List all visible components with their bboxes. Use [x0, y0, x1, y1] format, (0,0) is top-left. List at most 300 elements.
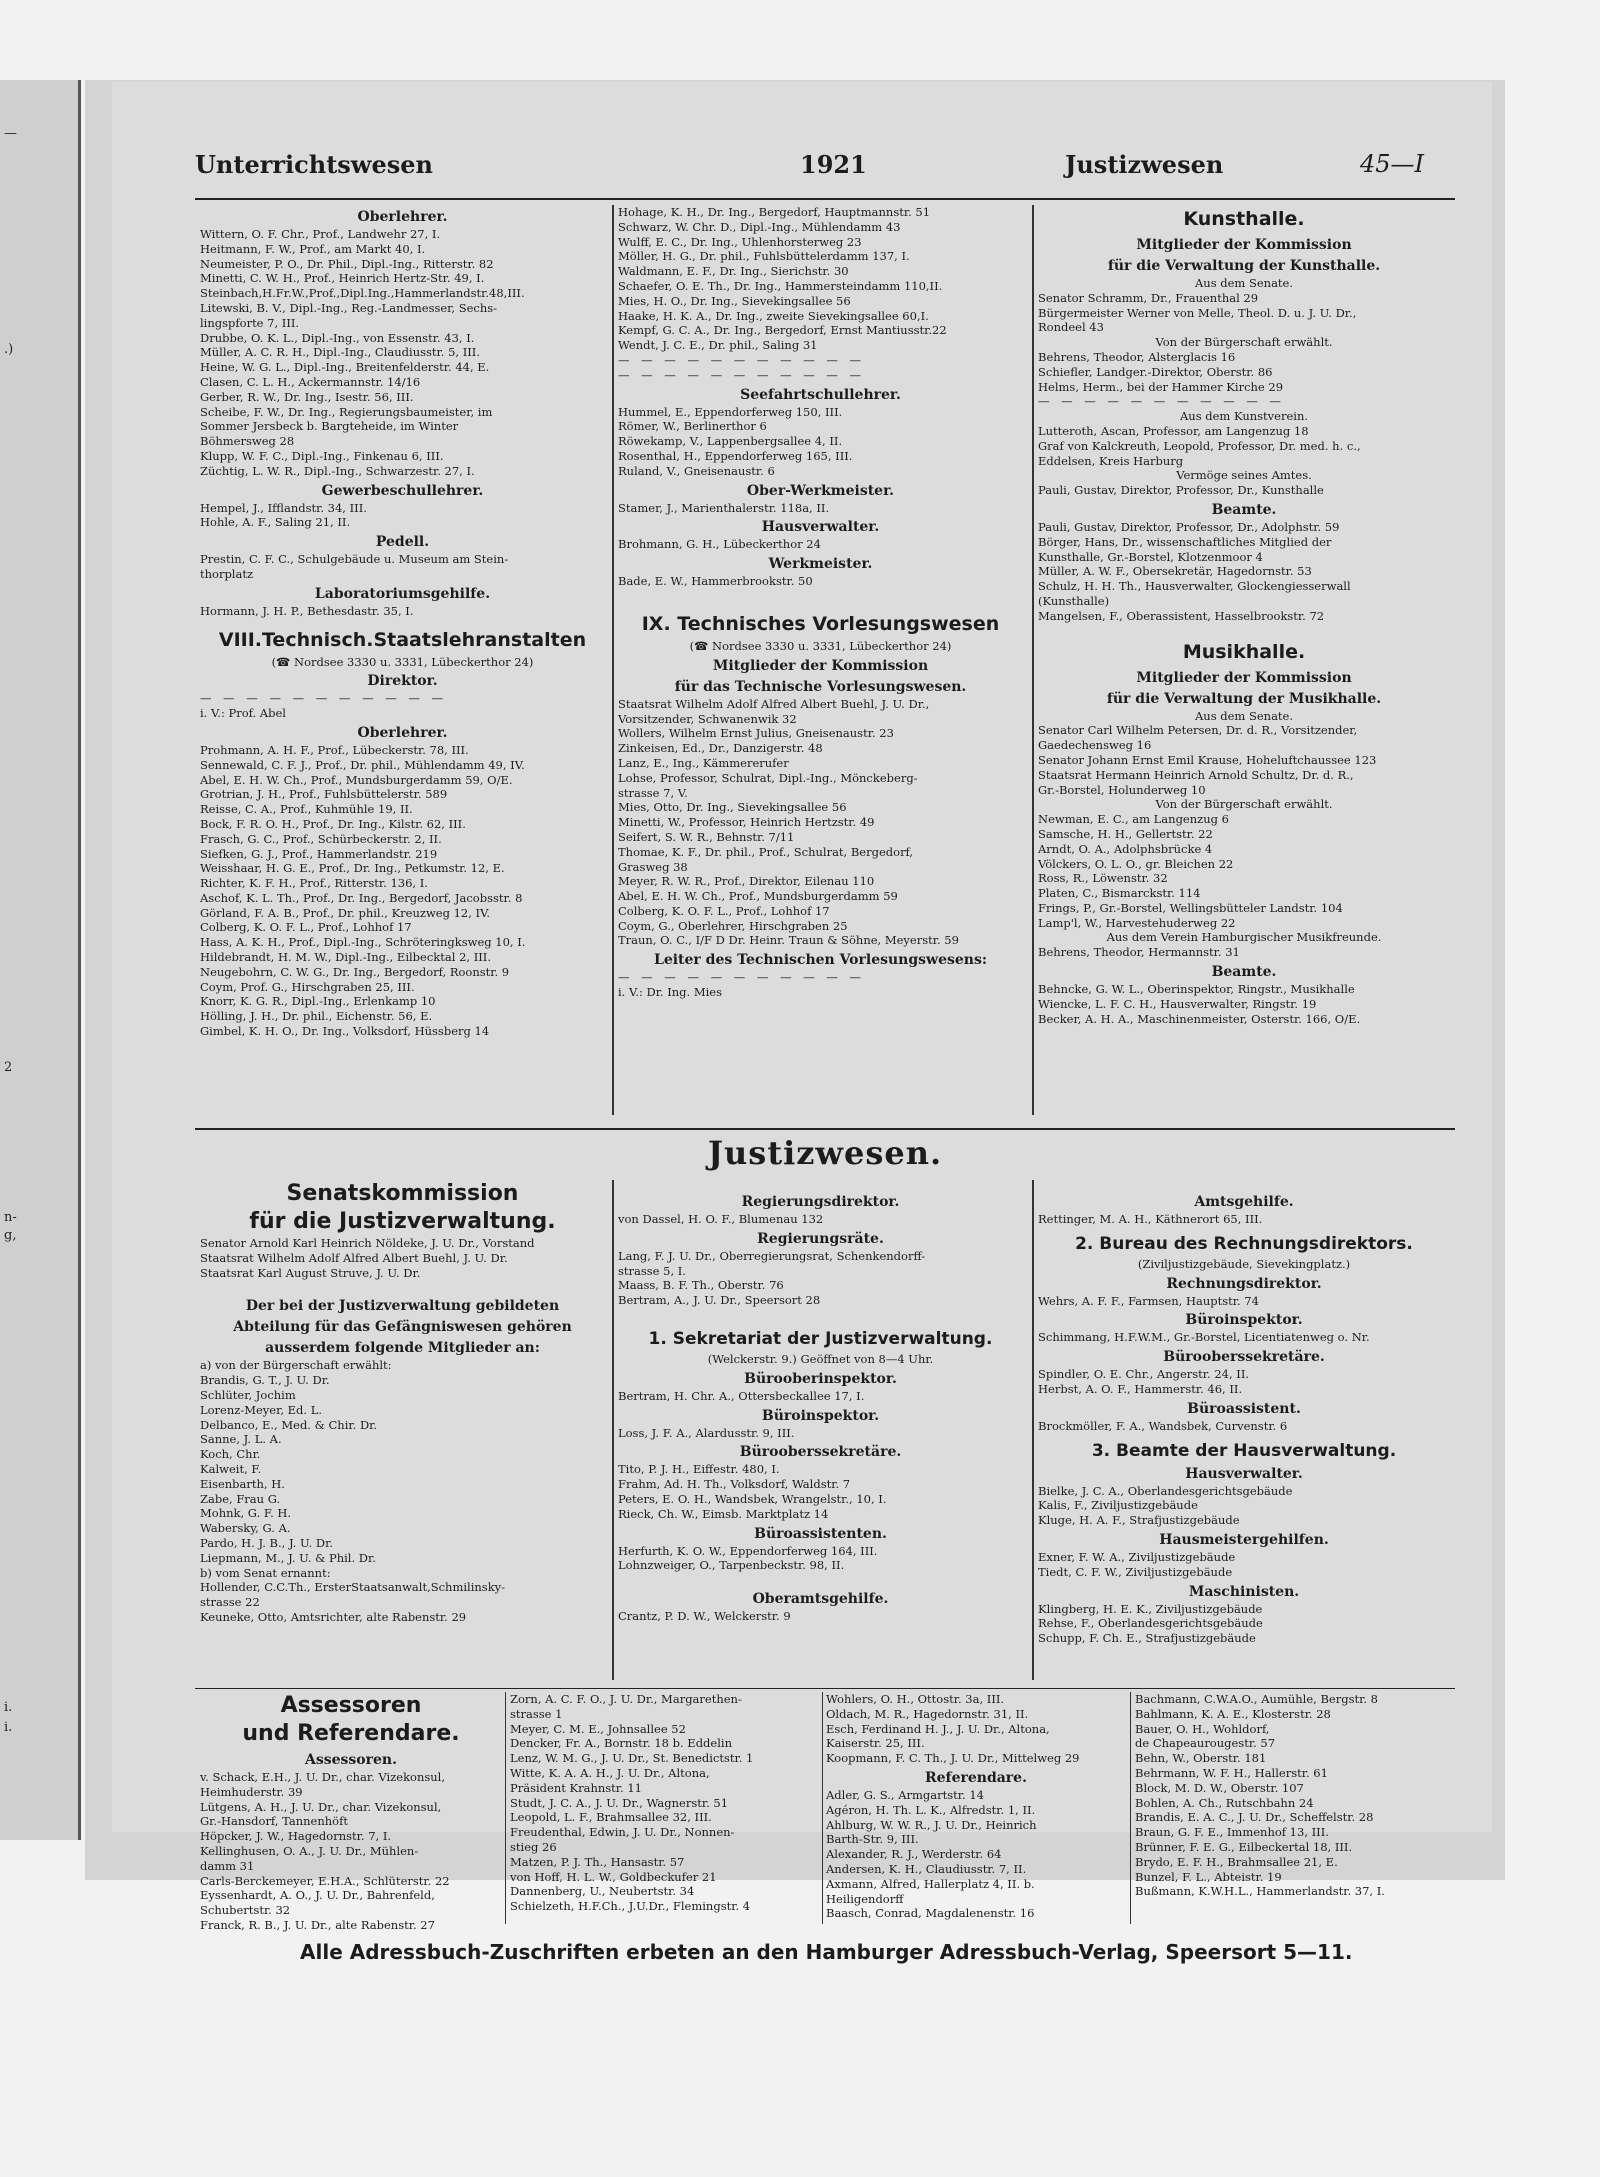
entry: Schwarz, W. Chr. D., Dipl.-Ing., Mühlendamm 43: [618, 219, 901, 234]
entry: Bachmann, C.W.A.O., Aumühle, Bergstr. 8: [1135, 1692, 1378, 1706]
section-heading: Büroinspektor.: [1185, 1312, 1303, 1329]
section-heading: Mitglieder der Kommission: [1136, 237, 1352, 253]
entry: Newman, E. C., am Langenzug 6: [1038, 812, 1229, 827]
entry: Schaefer, O. E. Th., Dr. Ing., Hammersteindamm 110,II.: [618, 278, 943, 293]
section-heading: Mitglieder der Kommission: [712, 657, 929, 674]
subheading: Aus dem Senate.: [1194, 708, 1294, 723]
section-heading: Direktor.: [367, 673, 438, 690]
subheading: (Welckerstr. 9.) Geöffnet von 8—4 Uhr.: [707, 1351, 934, 1366]
header-rule: [195, 198, 1455, 200]
section-heading: Referendare.: [925, 1769, 1027, 1786]
entry: Gr.-Borstel, Holunderweg 10: [1038, 782, 1206, 797]
section-heading: Beamte.: [1211, 964, 1277, 981]
subheading: Aus dem Verein Hamburgischer Musikfreunde.: [1106, 930, 1382, 945]
section-heading: Pedell.: [375, 534, 430, 551]
entry: Abel, E. H. W. Ch., Prof., Mundsburgerdamm 59, O/E.: [200, 772, 513, 787]
block-title: für die Justizverwaltung.: [249, 1209, 556, 1234]
entry: Litewski, B. V., Dipl.-Ing., Reg.-Landmesser, Sechs-: [200, 300, 498, 315]
bureau-heading: 1. Sekretariat der Justizverwaltung.: [648, 1328, 993, 1349]
margin-mark: g,: [4, 1228, 17, 1243]
entry: Ahlburg, W. W. R., J. U. Dr., Heinrich: [826, 1817, 1037, 1832]
section-heading: Beamte.: [1211, 501, 1277, 518]
entry: Behrmann, W. F. H., Hallerstr. 61: [1135, 1765, 1328, 1780]
entry: Behncke, G. W. L., Oberinspektor, Ringstr., Musikhalle: [1038, 982, 1355, 997]
entry: von Dassel, H. O. F., Blumenau 132: [618, 1212, 824, 1226]
entry: Behrens, Theodor, Alsterglacis 16: [1038, 349, 1236, 364]
entry: Völckers, O. L. O., gr. Bleichen 22: [1038, 856, 1234, 871]
dash-line: — — — — — — — — — — —: [618, 970, 866, 985]
entry: Rosenthal, H., Eppendorferweg 165, III.: [618, 448, 853, 463]
entry: Adler, G. S., Armgartstr. 14: [826, 1787, 984, 1802]
column-rule: [1032, 205, 1034, 1115]
margin-mark: n-: [4, 1210, 17, 1225]
entry: Keuneke, Otto, Amtsrichter, alte Rabenstr. 29: [200, 1609, 467, 1624]
entry: Studt, J. C. A., J. U. Dr., Wagnerstr. 51: [510, 1795, 729, 1810]
block-title: Senatskommission: [286, 1181, 519, 1206]
entry: Bohlen, A. Ch., Rutschbahn 24: [1135, 1795, 1314, 1810]
entry: Carls-Berckemeyer, E.H.A., Schlüterstr. 22: [200, 1873, 450, 1888]
entry: Behrens, Theodor, Hermannstr. 31: [1038, 945, 1240, 960]
entry: Herfurth, K. O. W., Eppendorferweg 164, III.: [618, 1543, 878, 1558]
entry: Lorenz-Meyer, Ed. L.: [200, 1402, 323, 1417]
subheading: Aus dem Kunstverein.: [1179, 409, 1309, 424]
entry: Möller, H. G., Dr. phil., Fuhlsbüttelerdamm 137, I.: [618, 249, 910, 264]
entry: Senator Carl Wilhelm Petersen, Dr. d. R., Vorsitzender,: [1038, 723, 1358, 738]
page-number: 45—I: [1360, 150, 1425, 178]
entry: Block, M. D. W., Oberstr. 107: [1135, 1780, 1304, 1795]
entry: Lang, F. J. U. Dr., Oberregierungsrat, Schenkendorff-: [618, 1248, 926, 1263]
entry: Maass, B. F. Th., Oberstr. 76: [618, 1278, 784, 1293]
justiz-title: Justizwesen.: [707, 1134, 943, 1172]
entry: Hass, A. K. H., Prof., Dipl.-Ing., Schröteringksweg 10, I.: [200, 935, 526, 950]
entry: Tiedt, C. F. W., Ziviljustizgebäude: [1038, 1564, 1233, 1579]
column-assessoren: [200, 1692, 502, 1933]
entry: de Chapeaurougestr. 57: [1135, 1736, 1276, 1751]
entry: Brydo, E. F. H., Brahmsallee 21, E.: [1135, 1854, 1338, 1869]
entry: Prohmann, A. H. F., Prof., Lübeckerstr. 78, III.: [200, 742, 469, 757]
division-heading: IX. Technisches Vorlesungswesen: [641, 612, 1000, 635]
entry: Gerber, R. W., Dr. Ing., Isestr. 56, III.: [200, 389, 414, 404]
entry: Exner, F. W. A., Ziviljustizgebäude: [1038, 1549, 1236, 1564]
section-heading: Oberamtsgehilfe.: [752, 1591, 889, 1608]
entry: Sommer Jersbeck b. Bargteheide, im Winter: [200, 419, 459, 434]
column-rule: [505, 1692, 506, 1924]
column-assessoren-2: [510, 1692, 818, 1914]
entry: Röwekamp, V., Lappenbergsallee 4, II.: [618, 434, 843, 449]
entry: Neugebohrn, C. W. G., Dr. Ing., Bergedorf, Roonstr. 9: [200, 964, 510, 979]
entry: Helms, Herm., bei der Hammer Kirche 29: [1038, 379, 1284, 394]
entry: damm 31: [200, 1858, 255, 1873]
entry: Behn, W., Oberstr. 181: [1135, 1751, 1267, 1766]
entry: Neumeister, P. O., Dr. Phil., Dipl.-Ing., Ritterstr. 82: [200, 256, 494, 271]
dash-line: — — — — — — — — — — —: [1038, 394, 1286, 409]
entry: Waldmann, E. F., Dr. Ing., Sierichstr. 30: [618, 264, 849, 279]
entry: Pauli, Gustav, Direktor, Professor, Dr., Adolphstr. 59: [1038, 519, 1340, 534]
entry: Wollers, Wilhelm Ernst Julius, Gneisenaustr. 23: [618, 726, 894, 741]
entry: Steinbach,H.Fr.W.,Prof.,Dipl.Ing.,Hammerlandstr.48,III.: [200, 286, 525, 301]
entry: Grotrian, J. H., Prof., Fuhlsbüttelerstr. 589: [200, 787, 448, 802]
section-heading: Büroassistent.: [1187, 1400, 1301, 1417]
subheading: Vermöge seines Amtes.: [1176, 468, 1312, 483]
entry: Gaedechensweg 16: [1038, 738, 1152, 753]
entry: Wabersky, G. A.: [200, 1521, 291, 1536]
entry: Brandis, G. T., J. U. Dr.: [200, 1373, 330, 1388]
footer-notice: Alle Adressbuch-Zuschriften erbeten an den Hamburger Adressbuch-Verlag, Speersort 5—11.: [300, 1940, 1353, 1964]
entry: Matzen, P. J. Th., Hansastr. 57: [510, 1854, 685, 1869]
entry: Züchtig, L. W. R., Dipl.-Ing., Schwarzestr. 27, I.: [200, 463, 475, 478]
column-kunsthalle: [1038, 205, 1450, 1026]
entry: Bertram, H. Chr. A., Ottersbeckallee 17, I.: [618, 1388, 865, 1403]
entry: Reisse, C. A., Prof., Kuhmühle 19, II.: [200, 802, 413, 817]
entry: Clasen, C. L. H., Ackermannstr. 14/16: [200, 374, 421, 389]
entry: Kunsthalle, Gr.-Borstel, Klotzenmoor 4: [1038, 549, 1263, 564]
entry: Axmann, Alfred, Hallerplatz 4, II. b.: [826, 1876, 1035, 1891]
entry: Gimbel, K. H. O., Dr. Ing., Volksdorf, Hüssberg 14: [200, 1024, 490, 1039]
entry: Bertram, A., J. U. Dr., Speersort 28: [618, 1293, 821, 1308]
entry: Zabe, Frau G.: [200, 1491, 281, 1506]
entry: Heiligendorff: [826, 1891, 904, 1906]
entry: Zorn, A. C. F. O., J. U. Dr., Margarethen-: [510, 1692, 742, 1706]
entry: Koch, Chr.: [200, 1447, 261, 1462]
entry: Witte, K. A. A. H., J. U. Dr., Altona,: [510, 1765, 710, 1780]
entry: Bade, E. W., Hammerbrookstr. 50: [618, 574, 813, 589]
column-rule: [1032, 1180, 1034, 1680]
entry: Spindler, O. E. Chr., Angerstr. 24, II.: [1038, 1367, 1250, 1382]
entry: Becker, A. H. A., Maschinenmeister, Osterstr. 166, O/E.: [1038, 1011, 1361, 1026]
entry: Minetti, W., Professor, Heinrich Hertzstr. 49: [618, 815, 875, 830]
entry: thorplatz: [200, 566, 254, 581]
entry: Alexander, R. J., Werderstr. 64: [826, 1847, 1002, 1862]
entry: Hormann, J. H. P., Bethesdastr. 35, I.: [200, 603, 414, 618]
entry: Seifert, S. W. R., Behnstr. 7/11: [618, 829, 795, 844]
entry: Senator Schramm, Dr., Frauenthal 29: [1038, 290, 1259, 305]
entry: Rehse, F., Oberlandesgerichtsgebäude: [1038, 1616, 1263, 1631]
section-heading: Regierungsräte.: [757, 1230, 884, 1247]
entry: Kempf, G. C. A., Dr. Ing., Bergedorf, Ernst Mantiusstr.22: [618, 323, 947, 338]
entry: Scheibe, F. W., Dr. Ing., Regierungsbaumeister, im: [200, 404, 493, 419]
entry: Präsident Krahnstr. 11: [510, 1780, 642, 1795]
entry: Bunzel, F. L., Abteistr. 19: [1135, 1869, 1282, 1884]
entry: strasse 5, I.: [618, 1263, 686, 1278]
section-rule: [195, 1688, 1455, 1689]
entry: Böhmersweg 28: [200, 434, 295, 449]
spacer: [618, 1308, 1023, 1322]
section-heading: Der bei der Justizverwaltung gebildeten: [245, 1298, 560, 1315]
entry: Lutteroth, Ascan, Professor, am Langenzug 18: [1038, 423, 1309, 438]
entry: Lamp'l, W., Harvestehuderweg 22: [1038, 915, 1236, 930]
column-unterricht-2: [618, 205, 1023, 1000]
entry: Lohnzweiger, O., Tarpenbeckstr. 98, II.: [618, 1558, 845, 1573]
previous-page-edge: [0, 80, 81, 1840]
entry: Colberg, K. O. F. L., Prof., Lohhof 17: [200, 920, 412, 935]
entry: Gr.-Hansdorf, Tannenhöft: [200, 1814, 348, 1829]
margin-mark: 2: [4, 1060, 13, 1075]
section-heading: Abteilung für das Gefängniswesen gehören: [233, 1319, 572, 1336]
subheading: (☎ Nordsee 3330 u. 3331, Lübeckerthor 24): [271, 654, 534, 669]
column-referendare-2: [1135, 1692, 1450, 1899]
entry: Wiencke, L. F. C. H., Hausverwalter, Ringstr. 19: [1038, 996, 1317, 1011]
column-referendare: [826, 1692, 1126, 1921]
entry: Hildebrandt, H. M. W., Dipl.-Ing., Eilbecktal 2, III.: [200, 950, 491, 965]
entry: Eisenbarth, H.: [200, 1476, 285, 1491]
entry: Ruland, V., Gneisenaustr. 6: [618, 463, 775, 478]
entry: Freudenthal, Edwin, J. U. Dr., Nonnen-: [510, 1825, 735, 1840]
institution-title: Musikhalle.: [1182, 640, 1306, 663]
entry: Schlüter, Jochim: [200, 1387, 296, 1402]
spacer: [618, 1573, 1023, 1587]
entry: Hohle, A. F., Saling 21, II.: [200, 515, 351, 530]
entry: Thomae, K. F., Dr. phil., Prof., Schulrat, Bergedorf,: [618, 844, 914, 859]
entry: Brockmöller, F. A., Wandsbek, Curvenstr. 6: [1038, 1418, 1288, 1433]
entry: Franck, R. B., J. U. Dr., alte Rabenstr. 27: [200, 1917, 435, 1932]
entry: Staatsrat Wilhelm Adolf Alfred Albert Buehl, J. U. Dr.,: [618, 696, 930, 711]
entry: Abel, E. H. W. Ch., Prof., Mundsburgerdamm 59: [618, 889, 898, 904]
section-heading: ausserdem folgende Mitglieder an:: [265, 1340, 540, 1357]
entry: Arndt, O. A., Adolphsbrücke 4: [1038, 841, 1213, 856]
entry: Prestin, C. F. C., Schulgebäude u. Museum am Stein-: [200, 552, 509, 567]
entry: Hummel, E., Eppendorferweg 150, III.: [618, 404, 843, 419]
entry: a) von der Bürgerschaft erwählt:: [200, 1358, 392, 1373]
section-heading: Rechnungsdirektor.: [1166, 1275, 1322, 1292]
entry: Haake, H. K. A., Dr. Ing., zweite Sievekingsallee 60,I.: [618, 308, 929, 323]
entry: Wendt, J. C. E., Dr. phil., Saling 31: [618, 338, 818, 353]
section-heading: Regierungsdirektor.: [741, 1194, 900, 1210]
section-heading: Werkmeister.: [768, 556, 873, 573]
column-rechnungsdirektor: [1038, 1190, 1450, 1646]
entry: Kluge, H. A. F., Strafjustizgebäude: [1038, 1513, 1240, 1528]
entry: Crantz, P. D. W., Welckerstr. 9: [618, 1609, 791, 1624]
entry: Colberg, K. O. F. L., Prof., Lohhof 17: [618, 903, 830, 918]
entry: Stamer, J., Marienthalerstr. 118a, II.: [618, 500, 830, 515]
section-heading: Hausverwalter.: [1185, 1465, 1303, 1482]
entry: Lanz, E., Ing., Kämmererufer: [618, 755, 789, 770]
section-heading: Gewerbeschullehrer.: [321, 482, 484, 499]
dash-line: — — — — — — — — — — —: [618, 352, 866, 367]
institution-title: Kunsthalle.: [1183, 208, 1305, 230]
section-heading: Hausmeistergehilfen.: [1159, 1531, 1329, 1548]
entry: Hollender, C.C.Th., ErsterStaatsanwalt,Schmilinsky-: [200, 1580, 506, 1595]
entry: Staatsrat Wilhelm Adolf Alfred Albert Buehl, J. U. Dr.: [200, 1250, 508, 1265]
entry: Aschof, K. L. Th., Prof., Dr. Ing., Bergedorf, Jacobsstr. 8: [200, 890, 523, 905]
entry: Wulff, E. C., Dr. Ing., Uhlenhorsterweg 23: [618, 234, 862, 249]
entry: Liepmann, M., J. U. & Phil. Dr.: [200, 1550, 376, 1565]
entry: Pauli, Gustav, Direktor, Professor, Dr., Kunsthalle: [1038, 483, 1324, 498]
section-heading: Hausverwalter.: [761, 519, 880, 536]
column-rule: [1130, 1692, 1131, 1924]
entry: Sanne, J. L. A.: [200, 1432, 282, 1447]
section-heading: Mitglieder der Kommission: [1136, 669, 1352, 686]
entry: i. V.: Prof. Abel: [200, 706, 286, 721]
entry: Höpcker, J. W., Hagedornstr. 7, I.: [200, 1829, 392, 1844]
entry: Hohage, K. H., Dr. Ing., Bergedorf, Hauptmannstr. 51: [618, 205, 931, 219]
entry: Dencker, Fr. A., Bornstr. 18 b. Eddelin: [510, 1736, 732, 1751]
section-heading: für das Technische Vorlesungswesen.: [674, 678, 967, 695]
column-rule: [612, 205, 614, 1115]
block-title: und Referendare.: [242, 1721, 460, 1746]
entry: Pardo, H. J. B., J. U. Dr.: [200, 1535, 334, 1550]
entry: Senator Johann Ernst Emil Krause, Hoheluftchaussee 123: [1038, 752, 1377, 767]
column-unterricht-1: [200, 205, 605, 1039]
spacer: [200, 1280, 605, 1294]
entry: Esch, Ferdinand H. J., J. U. Dr., Altona,: [826, 1721, 1050, 1736]
column-sekretariat: [618, 1190, 1023, 1624]
subheading: Von der Bürgerschaft erwählt.: [1155, 335, 1333, 350]
entry: Knorr, K. G. R., Dipl.-Ing., Erlenkamp 10: [200, 994, 436, 1009]
column-rule: [822, 1692, 823, 1924]
section-heading: Büroinspektor.: [761, 1407, 880, 1424]
dash-line: — — — — — — — — — — —: [618, 367, 866, 382]
section-rule: [195, 1128, 1455, 1130]
entry: Börger, Hans, Dr., wissenschaftliches Mitglied der: [1038, 534, 1332, 549]
entry: Coym, G., Oberlehrer, Hirschgraben 25: [618, 918, 848, 933]
entry: Andersen, K. H., Claudiusstr. 7, II.: [826, 1861, 1027, 1876]
entry: strasse 22: [200, 1595, 260, 1610]
entry: Rondeel 43: [1038, 320, 1104, 335]
entry: Brünner, F. E. G., Eilbeckertal 18, III.: [1135, 1839, 1353, 1854]
entry: Eddelsen, Kreis Harburg: [1038, 453, 1184, 468]
entry: Kalis, F., Ziviljustizgebäude: [1038, 1498, 1198, 1513]
entry: Minetti, C. W. H., Prof., Heinrich Hertz-Str. 49, I.: [200, 271, 485, 286]
entry: von Hoff, H. L. W., Goldbeckufer 21: [510, 1869, 717, 1884]
entry: Bauer, O. H., Wohldorf,: [1135, 1721, 1270, 1736]
entry: Braun, G. F. E., Immenhof 13, III.: [1135, 1825, 1329, 1840]
entry: Görland, F. A. B., Prof., Dr. phil., Kreuzweg 12, IV.: [200, 905, 491, 920]
entry: Koopmann, F. C. Th., J. U. Dr., Mittelweg 29: [826, 1751, 1080, 1766]
entry: Drubbe, O. K. L., Dipl.-Ing., von Essenstr. 43, I.: [200, 330, 475, 345]
entry: Schiefler, Landger.-Direktor, Oberstr. 86: [1038, 364, 1273, 379]
bureau-heading: 3. Beamte der Hausverwaltung.: [1091, 1440, 1397, 1461]
column-rule: [612, 1180, 614, 1680]
entry: Coym, Prof. G., Hirschgraben 25, III.: [200, 979, 415, 994]
entry: Agéron, H. Th. L. K., Alfredstr. 1, II.: [826, 1802, 1036, 1817]
entry: Richter, K. F. H., Prof., Ritterstr. 136, I.: [200, 876, 428, 891]
entry: Peters, E. O. H., Wandsbek, Wrangelstr., 10, I.: [618, 1491, 887, 1506]
entry: Hempel, J., Ifflandstr. 34, III.: [200, 500, 367, 515]
column-senatskommission: [200, 1180, 605, 1625]
entry: Meyer, R. W. R., Prof., Direktor, Eilenau 110: [618, 874, 875, 889]
bureau-heading: 2. Bureau des Rechnungsdirektors.: [1075, 1233, 1413, 1254]
entry: Heine, W. G. L., Dipl.-Ing., Breitenfelderstr. 44, E.: [200, 360, 490, 375]
section-heading: Assessoren.: [305, 1752, 397, 1768]
margin-mark: .): [4, 342, 14, 357]
entry: lingspforte 7, III.: [200, 315, 300, 330]
entry: Leopold, L. F., Brahmsallee 32, III.: [510, 1810, 712, 1825]
entry: Herbst, A. O. F., Hammerstr. 46, II.: [1038, 1381, 1243, 1396]
entry: Staatsrat Hermann Heinrich Arnold Schultz, Dr. d. R.,: [1038, 767, 1354, 782]
entry: (Kunsthalle): [1038, 593, 1110, 608]
spacer: [1038, 624, 1450, 638]
entry: Römer, W., Berlinerthor 6: [618, 419, 767, 434]
section-heading: Seefahrtschullehrer.: [740, 386, 901, 403]
entry: Schupp, F. Ch. E., Strafjustizgebäude: [1038, 1631, 1256, 1646]
division-heading: VIII.Technisch.Staatslehranstalten: [218, 628, 587, 651]
entry: Graf von Kalckreuth, Leopold, Professor, Dr. med. h. c.,: [1038, 438, 1361, 453]
entry: Traun, O. C., I/F D Dr. Heinr. Traun & Söhne, Meyerstr. 59: [618, 933, 959, 948]
margin-mark: i.: [4, 1720, 13, 1735]
section-heading: Büroassistenten.: [754, 1525, 887, 1542]
entry: strasse 7, V.: [618, 785, 688, 800]
section-heading: Bürooberinspektor.: [744, 1370, 897, 1387]
entry: Platen, C., Bismarckstr. 114: [1038, 886, 1201, 901]
entry: Lenz, W. M. G., J. U. Dr., St. Benedictstr. 1: [510, 1751, 754, 1766]
dash-line: — — — — — — — — — — —: [200, 691, 448, 706]
entry: Senator Arnold Karl Heinrich Nöldeke, J. U. Dr., Vorstand: [200, 1236, 535, 1250]
header-year: 1921: [800, 150, 867, 179]
entry: Grasweg 38: [618, 859, 688, 874]
margin-mark: —: [4, 126, 17, 141]
entry: Kaiserstr. 25, III.: [826, 1736, 925, 1751]
entry: Frahm, Ad. H. Th., Volksdorf, Waldstr. 7: [618, 1477, 851, 1492]
entry: Schielzeth, H.F.Ch., J.U.Dr., Flemingstr. 4: [510, 1899, 751, 1914]
entry: Müller, A. C. R. H., Dipl.-Ing., Claudiusstr. 5, III.: [200, 345, 480, 360]
entry: Mies, H. O., Dr. Ing., Sievekingsallee 56: [618, 293, 851, 308]
section-heading: für die Verwaltung der Musikhalle.: [1106, 690, 1382, 707]
entry: Heimhuderstr. 39: [200, 1784, 303, 1799]
entry: Delbanco, E., Med. & Chir. Dr.: [200, 1417, 378, 1432]
entry: Bußmann, K.W.H.L., Hammerlandstr. 37, I.: [1135, 1884, 1385, 1899]
entry: Oldach, M. R., Hagedornstr. 31, II.: [826, 1706, 1029, 1721]
entry: Bürgermeister Werner von Melle, Theol. D. u. J. U. Dr.,: [1038, 305, 1357, 320]
entry: Lütgens, A. H., J. U. Dr., char. Vizekonsul,: [200, 1799, 442, 1814]
entry: Rettinger, M. A. H., Käthnerort 65, III.: [1038, 1212, 1263, 1226]
entry: Kalweit, F.: [200, 1461, 262, 1476]
entry: Heitmann, F. W., Prof., am Markt 40, I.: [200, 241, 426, 256]
subheading: (☎ Nordsee 3330 u. 3331, Lübeckerthor 24): [689, 638, 952, 653]
section-heading: Maschinisten.: [1188, 1583, 1300, 1600]
entry: Wittern, O. F. Chr., Prof., Landwehr 27, I.: [200, 227, 441, 241]
entry: Bock, F. R. O. H., Prof., Dr. Ing., Kilstr. 62, III.: [200, 816, 466, 831]
entry: Vorsitzender, Schwanenwik 32: [618, 711, 797, 726]
entry: stieg 26: [510, 1839, 557, 1854]
entry: Loss, J. F. A., Alardusstr. 9, III.: [618, 1425, 795, 1440]
entry: Tito, P. J. H., Eiffestr. 480, I.: [618, 1462, 780, 1477]
entry: Hölling, J. H., Dr. phil., Eichenstr. 56, E.: [200, 1009, 433, 1024]
section-heading: Oberlehrer.: [357, 209, 448, 225]
subheading: Von der Bürgerschaft erwählt.: [1155, 797, 1333, 812]
entry: Meyer, C. M. E., Johnsallee 52: [510, 1721, 686, 1736]
section-heading: Ober-Werkmeister.: [746, 482, 895, 499]
entry: Bahlmann, K. A. E., Klosterstr. 28: [1135, 1706, 1331, 1721]
entry: Dannenberg, U., Neubertstr. 34: [510, 1884, 695, 1899]
entry: Lohse, Professor, Schulrat, Dipl.-Ing., Mönckeberg-: [618, 770, 918, 785]
entry: Mangelsen, F., Oberassistent, Hasselbrookstr. 72: [1038, 608, 1325, 623]
entry: Wehrs, A. F. F., Farmsen, Hauptstr. 74: [1038, 1293, 1259, 1308]
header-left: Unterrichtswesen: [195, 150, 433, 179]
entry: Klupp, W. F. C., Dipl.-Ing., Finkenau 6, III.: [200, 448, 444, 463]
entry: Wohlers, O. H., Ottostr. 3a, III.: [826, 1692, 1005, 1706]
section-heading: für die Verwaltung der Kunsthalle.: [1107, 258, 1381, 274]
section-heading: Oberlehrer.: [357, 724, 448, 741]
entry: b) vom Senat ernannt:: [200, 1565, 331, 1580]
entry: Schimmang, H.F.W.M., Gr.-Borstel, Licentiatenweg o. Nr.: [1038, 1330, 1370, 1345]
section-heading: Laboratoriumsgehilfe.: [314, 585, 491, 602]
entry: strasse 1: [510, 1706, 563, 1721]
entry: Schubertstr. 32: [200, 1903, 291, 1918]
section-heading: Amtsgehilfe.: [1194, 1194, 1294, 1210]
spacer: [618, 589, 1023, 603]
entry: Klingberg, H. E. K., Ziviljustizgebäude: [1038, 1601, 1263, 1616]
entry: Eyssenhardt, A. O., J. U. Dr., Bahrenfeld,: [200, 1888, 435, 1903]
entry: Schulz, H. H. Th., Hausverwalter, Glockengiesserwall: [1038, 579, 1351, 594]
block-title: Assessoren: [280, 1693, 422, 1718]
entry: Bielke, J. C. A., Oberlandesgerichtsgebäude: [1038, 1483, 1293, 1498]
entry: Ross, R., Löwenstr. 32: [1038, 871, 1168, 886]
section-heading: Bürooberssekretäre.: [739, 1444, 902, 1461]
entry: Barth-Str. 9, III.: [826, 1832, 919, 1847]
entry: Rieck, Ch. W., Eimsb. Marktplatz 14: [618, 1506, 829, 1521]
running-header: [195, 150, 1455, 186]
header-right: Justizwesen: [1065, 150, 1224, 179]
